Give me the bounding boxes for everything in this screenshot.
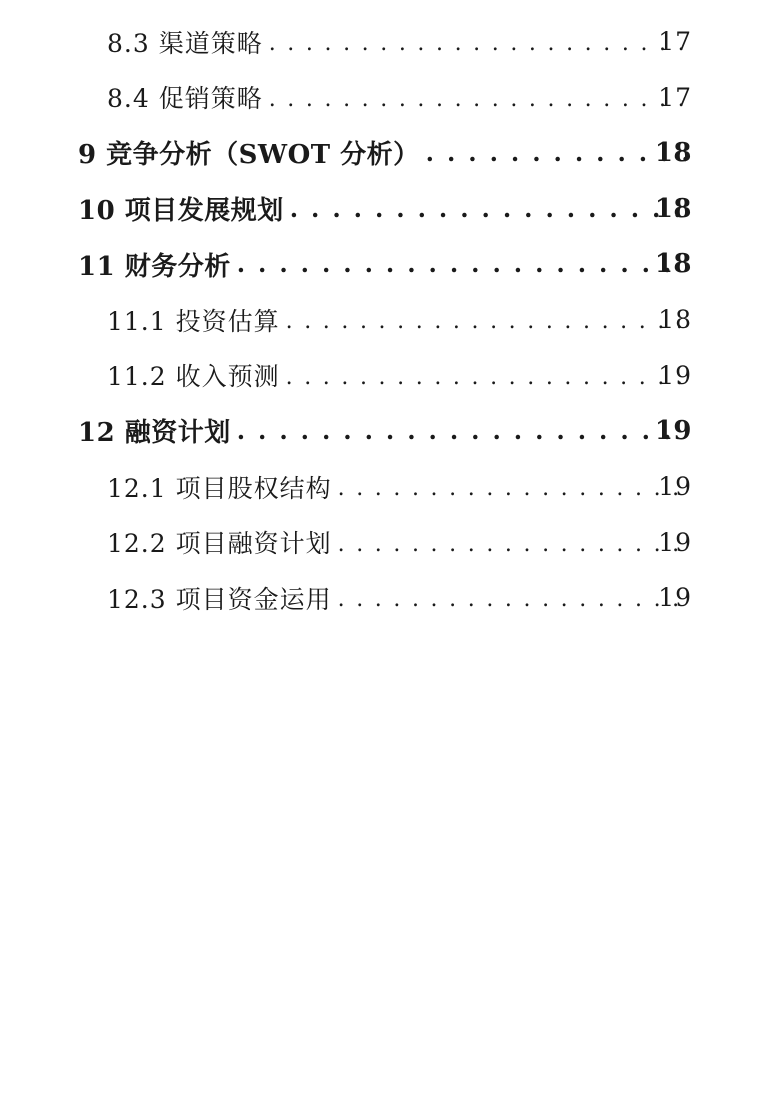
toc-entry-8-3[interactable]	[0, 14, 774, 70]
toc-page-number: 17	[658, 82, 692, 112]
toc-entry-12-2[interactable]	[0, 514, 774, 570]
toc-page-number: 17	[658, 27, 692, 57]
dot-leader	[237, 416, 686, 446]
toc-page-number: 18	[654, 249, 692, 280]
toc-page-number: 19	[658, 360, 692, 390]
toc-entry-title: 10 项目发展规划	[78, 196, 284, 227]
toc-page-number: 19	[658, 527, 692, 557]
toc-entry-10[interactable]	[0, 181, 774, 237]
toc-page-number: 18	[654, 193, 692, 224]
dot-leader	[286, 361, 686, 390]
toc-page-number: 19	[654, 415, 692, 446]
toc-entry-title: 11 财务分析	[78, 251, 231, 282]
toc-entry-title: 12.1 项目股权结构	[107, 473, 332, 503]
toc-entry-title: 8.4 促销策略	[107, 84, 263, 114]
toc-entry-title: 12 融资计划	[78, 418, 231, 449]
toc-entry-12[interactable]	[0, 403, 774, 459]
dot-leader	[269, 27, 686, 56]
toc-entry-title: 8.3 渠道策略	[107, 28, 263, 58]
toc-entry-title: 9 竞争分析（SWOT 分析）	[78, 140, 420, 171]
dot-leader	[290, 194, 686, 224]
toc-entry-title: 11.1 投资估算	[107, 306, 280, 336]
toc-entry-11[interactable]	[0, 236, 774, 292]
toc-entry-11-2[interactable]	[0, 348, 774, 404]
dot-leader	[237, 249, 686, 279]
toc-page-number: 19	[658, 472, 692, 502]
toc-entry-title: 12.3 项目资金运用	[107, 584, 332, 614]
toc-entry-9[interactable]	[0, 125, 774, 181]
table-of-contents	[0, 14, 774, 626]
dot-leader	[286, 305, 686, 334]
toc-entry-12-1[interactable]	[0, 459, 774, 515]
toc-entry-8-4[interactable]	[0, 70, 774, 126]
dot-leader	[426, 138, 686, 168]
dot-leader	[338, 583, 686, 612]
toc-entry-title: 12.2 项目融资计划	[107, 529, 332, 559]
toc-page-number: 18	[654, 137, 692, 168]
toc-page-number: 18	[658, 305, 692, 335]
dot-leader	[338, 528, 686, 557]
toc-page-number: 19	[658, 583, 692, 613]
toc-entry-12-3[interactable]	[0, 570, 774, 626]
toc-entry-title: 11.2 收入预测	[107, 362, 280, 392]
dot-leader	[269, 83, 686, 112]
toc-entry-11-1[interactable]	[0, 292, 774, 348]
dot-leader	[338, 472, 686, 501]
